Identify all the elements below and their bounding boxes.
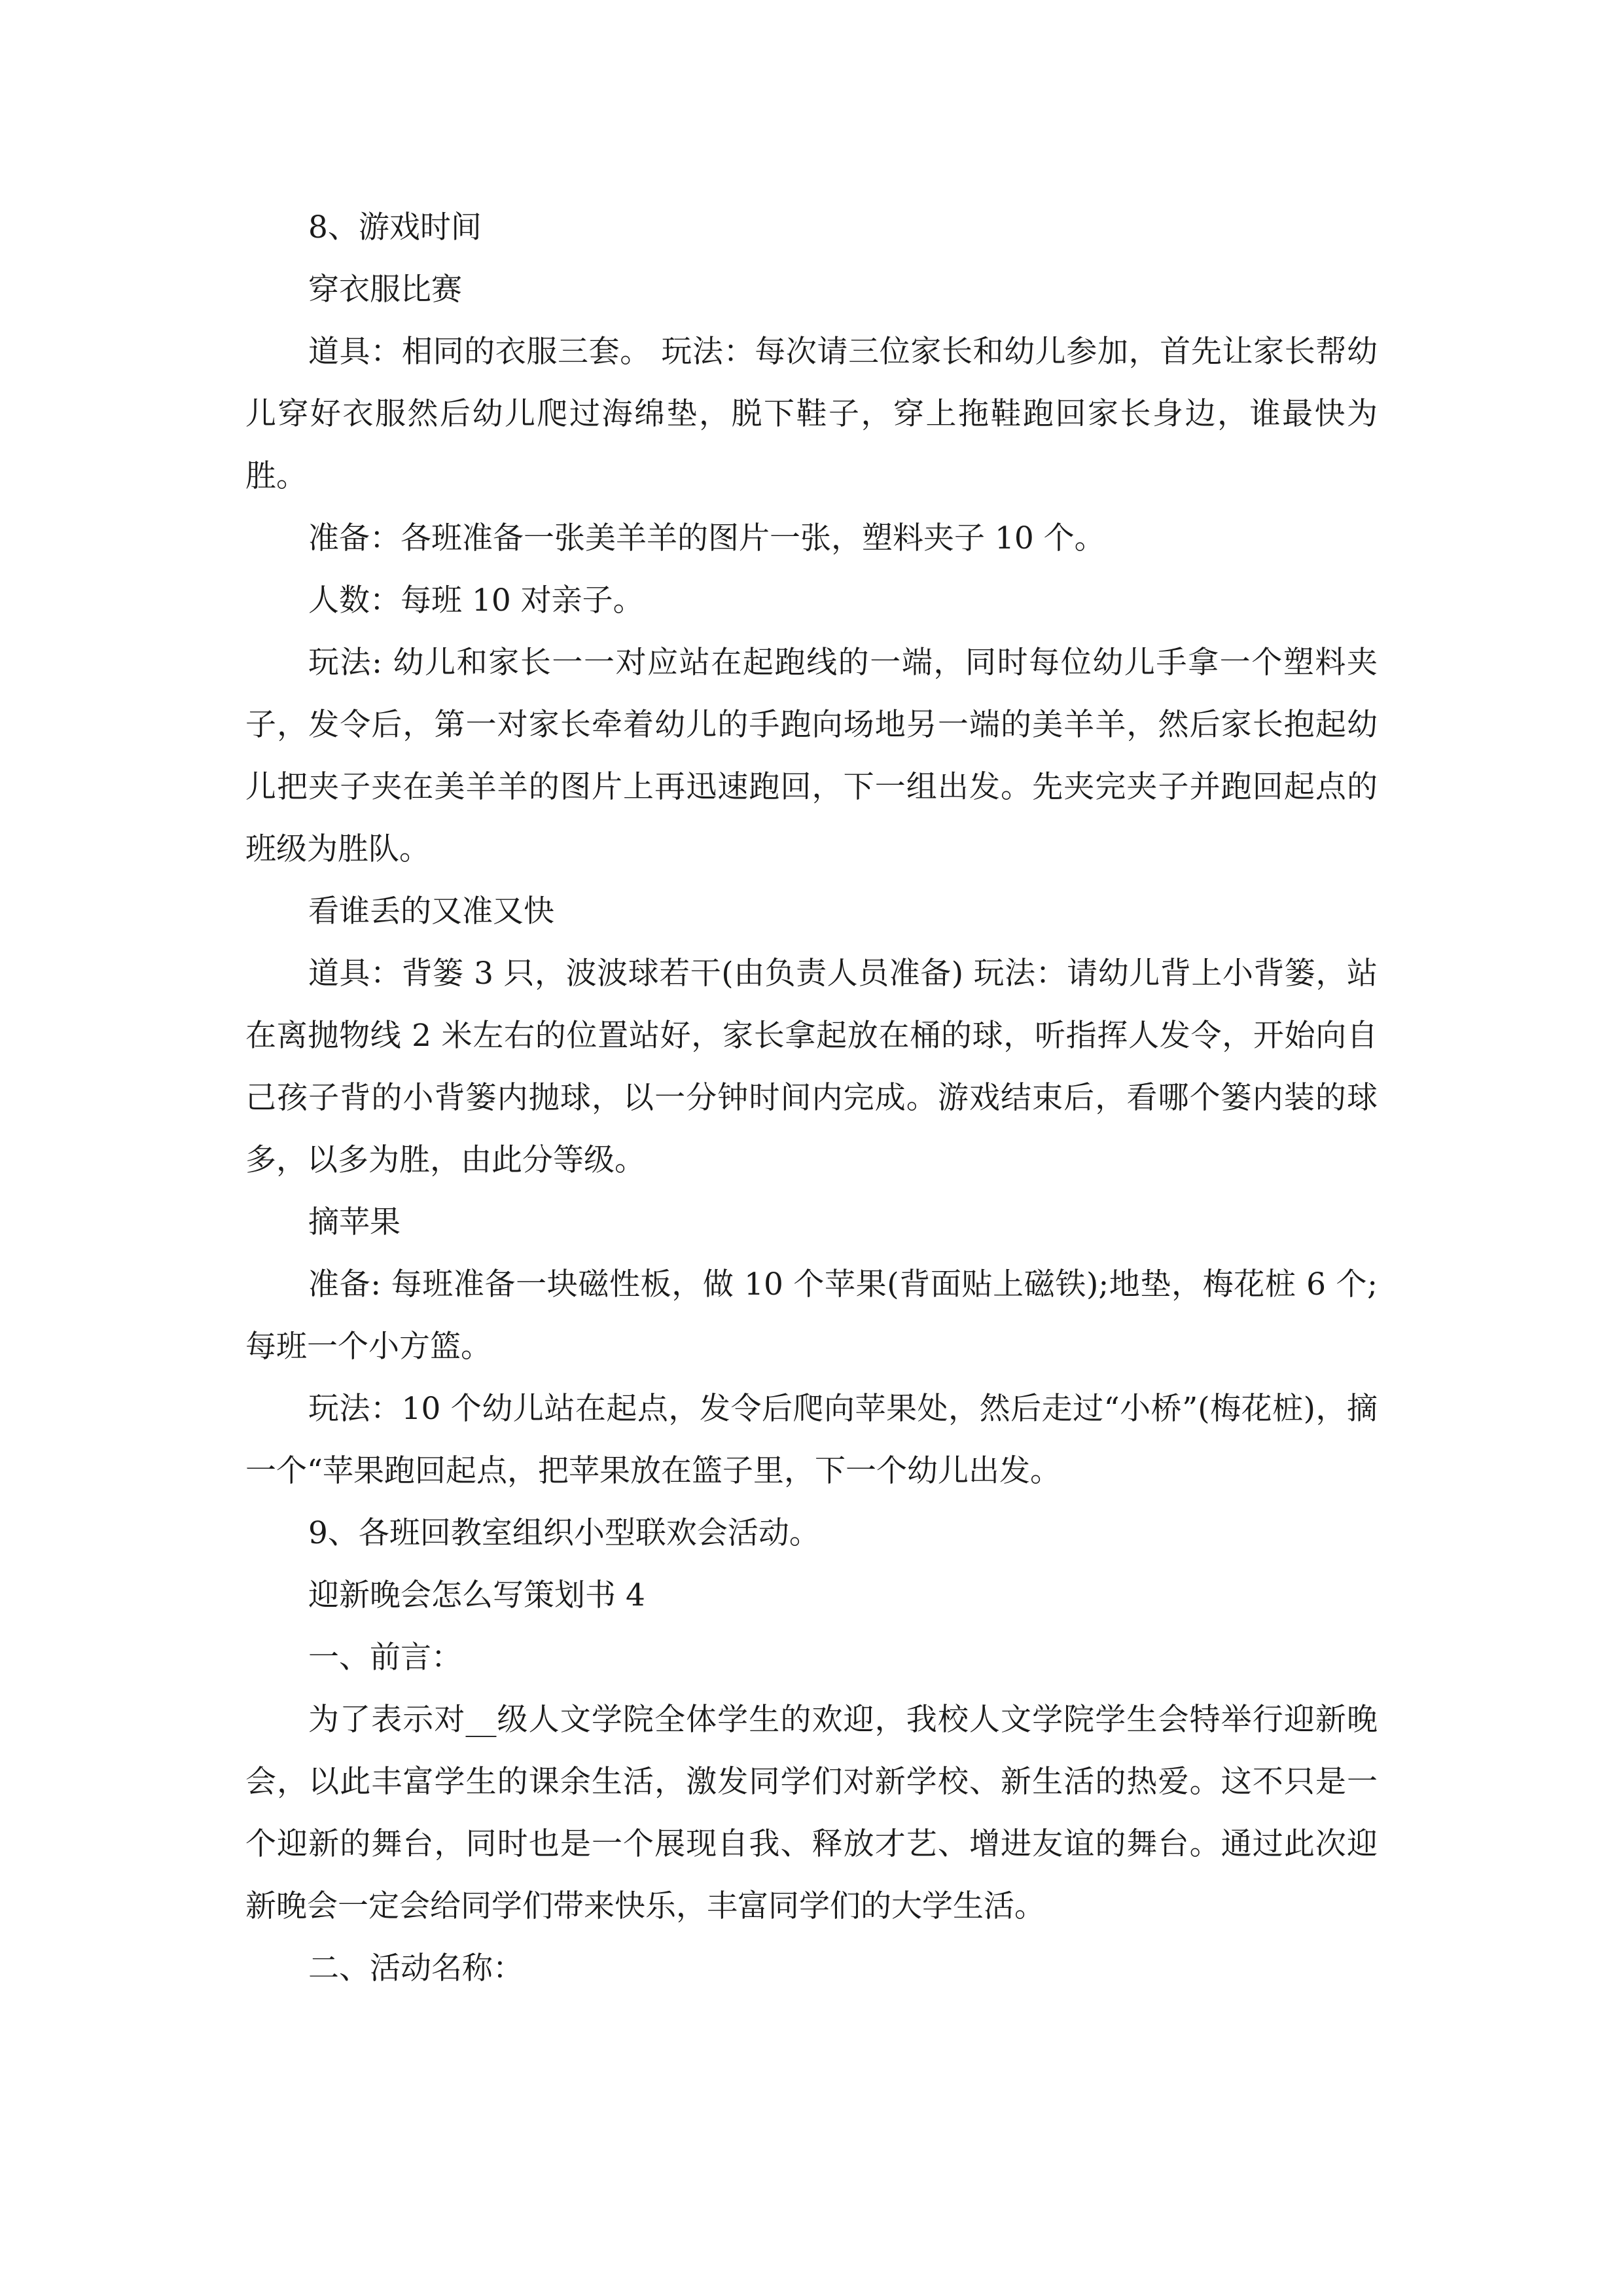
- paragraph-apple-rules: 玩法：10 个幼儿站在起点，发令后爬向苹果处，然后走过“小桥”(梅花桩)，摘一个“苹果跑回起点，把苹果放在篮子里，下一个幼儿出发。: [245, 1391, 1378, 1489]
- paragraph-apple-preparation: 准备: 每班准备一块磁性板，做 10 个苹果(背面贴上磁铁);地垫，梅花桩 6 个;每班一个小方篮。: [245, 1266, 1378, 1365]
- game-title-apple-picking: 摘苹果: [308, 1204, 401, 1240]
- section-heading-activity-name: 二、活动名称：: [308, 1950, 524, 1986]
- section-heading-game-time: 8、游戏时间: [308, 209, 482, 245]
- paragraph-preparation: 准备：各班准备一张美羊羊的图片一张，塑料夹子 10 个。: [308, 520, 1105, 556]
- section-heading-class-party: 9、各班回教室组织小型联欢会活动。: [308, 1515, 820, 1551]
- paragraph-clip-game-rules: 玩法: 幼儿和家长一一对应站在起跑线的一端，同时每位幼儿手拿一个塑料夹子，发令后，第一对家长牵着幼儿的手跑向场地另一端的美羊羊，然后家长抱起幼儿把夹子夹在美羊羊的图片上再迅速跑回，下一组出发。先夹完夹子并跑回起点的班级为胜队。: [245, 645, 1378, 867]
- document-subtitle-plan-4: 迎新晚会怎么写策划书 4: [308, 1577, 645, 1613]
- paragraph-preface: 为了表示对__级人文学院全体学生的欢迎，我校人文学院学生会特举行迎新晚会，以此丰富学生的课余生活，激发同学们对新学校、新生活的热爱。这不只是一个迎新的舞台，同时也是一个展现自我、释放才艺、增进友谊的舞台。通过此次迎新晚会一定会给同学们带来快乐，丰富同学们的大学生活。: [245, 1702, 1378, 1924]
- document-body: [245, 196, 1378, 2000]
- paragraph-participants: 人数：每班 10 对亲子。: [308, 583, 644, 619]
- paragraph-throwing-rules: 道具：背篓 3 只，波波球若干(由负责人员准备) 玩法：请幼儿背上小背篓，站在离抛物线 2 米左右的位置站好，家长拿起放在桶的球，听指挥人发令，开始向自己孩子背的小背篓内抛球，以一分钟时间内完成。游戏结束后，看哪个篓内装的球多，以多为胜，由此分等级。: [245, 956, 1378, 1178]
- game-title-dressing-race: 穿衣服比赛: [308, 272, 462, 308]
- section-heading-preface: 一、前言：: [308, 1640, 462, 1676]
- game-title-throwing: 看谁丢的又准又快: [308, 893, 554, 929]
- paragraph-dressing-race-props: 道具：相同的衣服三套。 玩法：每次请三位家长和幼儿参加，首先让家长帮幼儿穿好衣服然后幼儿爬过海绵垫，脱下鞋子，穿上拖鞋跑回家长身边，谁最快为胜。: [245, 334, 1378, 494]
